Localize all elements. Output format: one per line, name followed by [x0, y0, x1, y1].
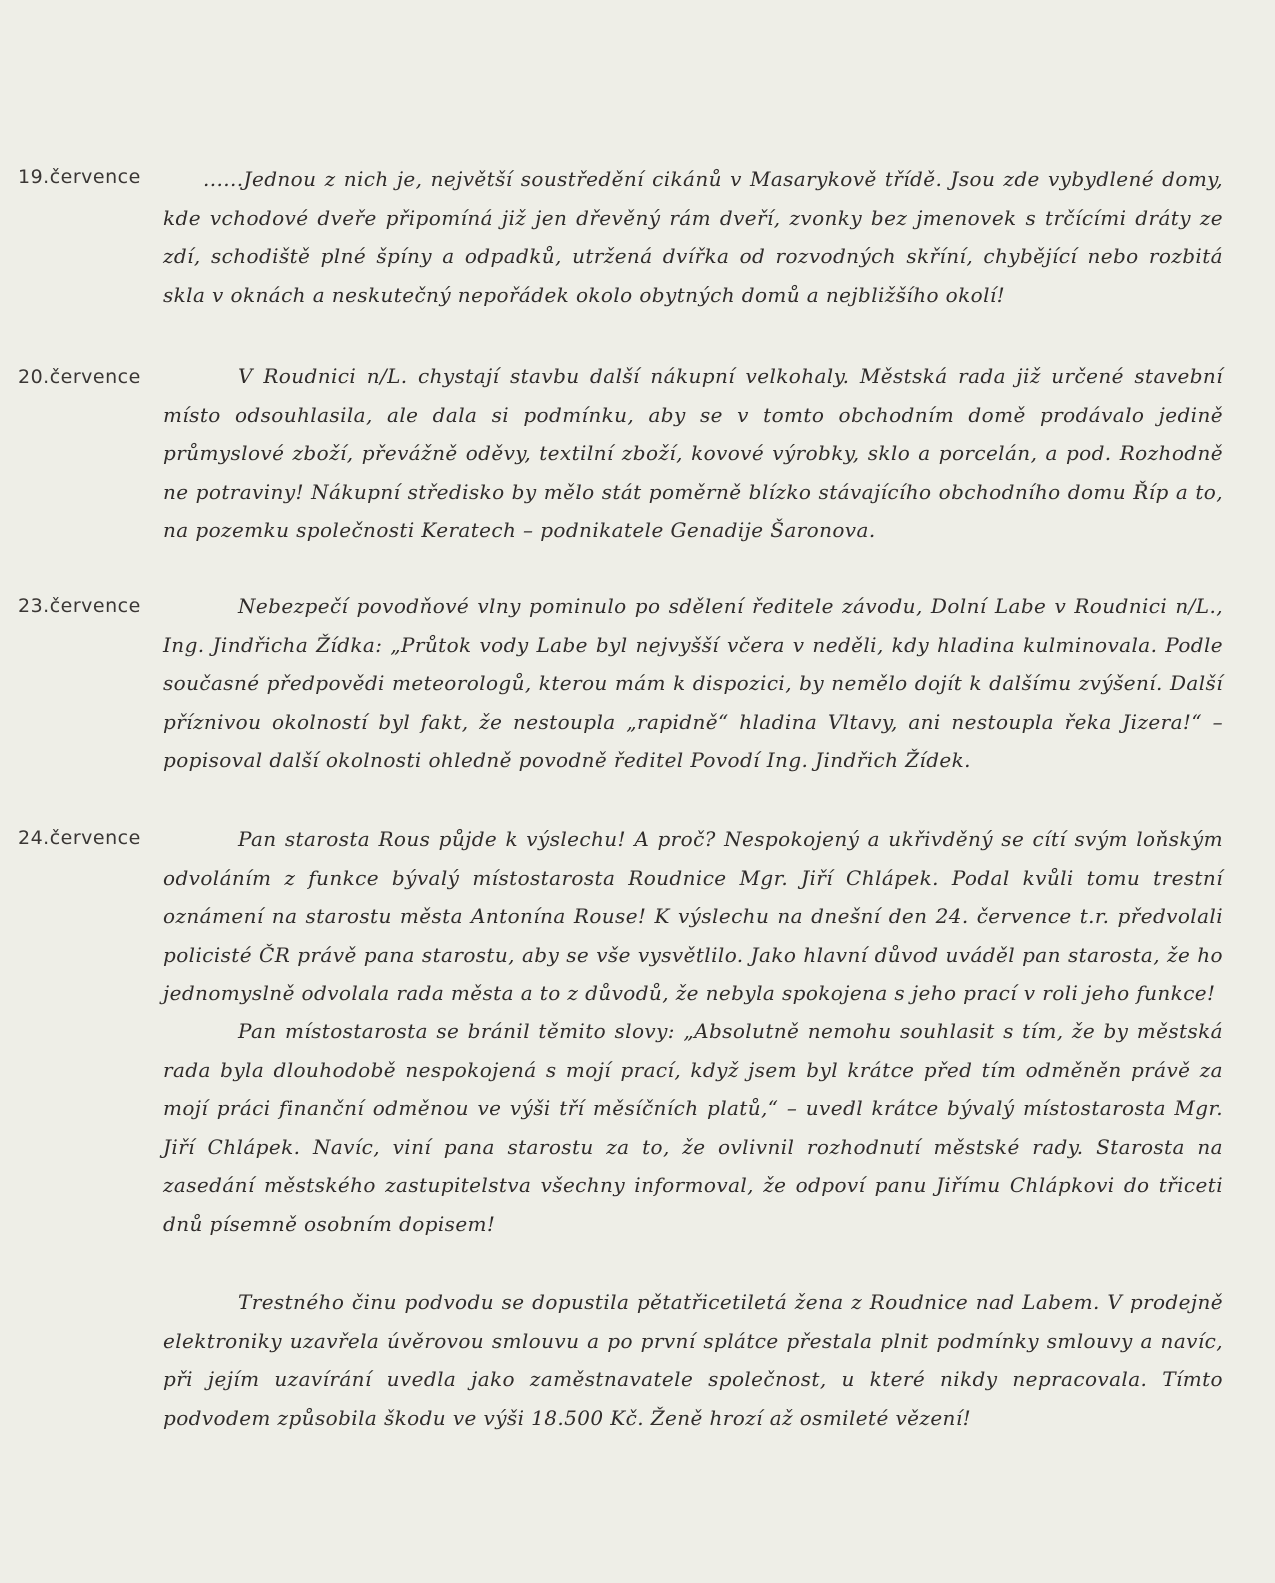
entry-text-undated: Trestného činu podvodu se dopustila pětatřicetiletá žena z Roudnice nad Labem. V prodejně elektroniky uzavřela úvěrovou smlouvu a po první splátce přestala plnit podmínky smlouvy a navíc, při jejím uzavírání uvedla jako zaměstnavatele společnost, u které nikdy nepracovala. Tímto podvodem způsobila škodu ve výši 18.500 Kč. Ženě hrozí až osmileté vězení!	[163, 1290, 1223, 1430]
entry-text: ......Jednou z nich je, největší soustředění cikánů v Masarykově třídě. Jsou zde vybydlené domy, kde vchodové dveře připomíná již jen dřevěný rám dveří, zvonky bez jmenovek s trčícími dráty ze zdí, schodiště plné špíny a odpadků, utržená dvířka od rozvodných skříní, chybějící nebo rozbitá skla v oknách a neskutečný nepořádek okolo obytných domů a nejbližšího okolí!	[163, 167, 1223, 307]
entry-text: Pan starosta Rous půjde k výslechu! A proč? Nespokojený a ukřivděný se cítí svým loňským odvoláním z funkce bývalý místostarosta Roudnice Mgr. Jiří Chlápek. Podal kvůli tomu trestní oznámení na starostu města Antonína Rouse! K výslechu na dnešní den 24. července t.r. předvolali policisté ČR právě pana starostu, aby se vše vysvětlilo. Jako hlavní důvod uváděl pan starosta, že ho jednomyslně odvolala rada města a to z důvodů, že nebyla spokojena s jeho prací v roli jeho funkce!	[163, 827, 1223, 1005]
entry-continuation: Pan místostarosta se bránil těmito slovy: „Absolutně nemohu souhlasit s tím, že by městská rada byla dlouhodobě nespokojená s mojí prací, když jsem byl krátce před tím odměněn právě za mojí práci finanční odměnou ve výši tří měsíčních platů,“ – uvedl krátce bývalý místostarosta Mgr. Jiří Chlápek. Navíc, viní pana starostu za to, že ovlivnil rozhodnutí městské rady. Starosta na zasedání městského zastupitelstva všechny informoval, že odpoví panu Jiřímu Chlápkovi do třiceti dnů písemně osobním dopisem!	[163, 1019, 1223, 1236]
entry-date: 24.července	[18, 827, 141, 849]
entry-text: Nebezpečí povodňové vlny pominulo po sdělení ředitele závodu, Dolní Labe v Roudnici n/L., Ing. Jindřicha Žídka: „Průtok vody Labe byl nejvyšší včera v neděli, kdy hladina kulminovala. Podle současné předpovědi meteorologů, kterou mám k dispozici, by nemělo dojít k dalšímu zvýšení. Další příznivou okolností byl fakt, že nestoupla „rapidně“ hladina Vltavy, ani nestoupla řeka Jizera!“ – popisoval další okolnosti ohledně povodně ředitel Povodí Ing. Jindřich Žídek.	[163, 594, 1223, 772]
entry-text: V Roudnici n/L. chystají stavbu další nákupní velkohaly. Městská rada již určené stavební místo odsouhlasila, ale dala si podmínku, aby se v tomto obchodním domě prodávalo jedině průmyslové zboží, převážně oděvy, textilní zboží, kovové výrobky, sklo a porcelán, a pod. Rozhodně ne potraviny! Nákupní středisko by mělo stát poměrně blízko stávajícího obchodního domu Říp a to, na pozemku společnosti Keratech – podnikatele Genadije Šaronova.	[163, 364, 1223, 542]
entry-date: 23.července	[18, 595, 141, 617]
entry-date: 20.července	[18, 366, 141, 388]
entry-date: 19.července	[18, 166, 141, 188]
